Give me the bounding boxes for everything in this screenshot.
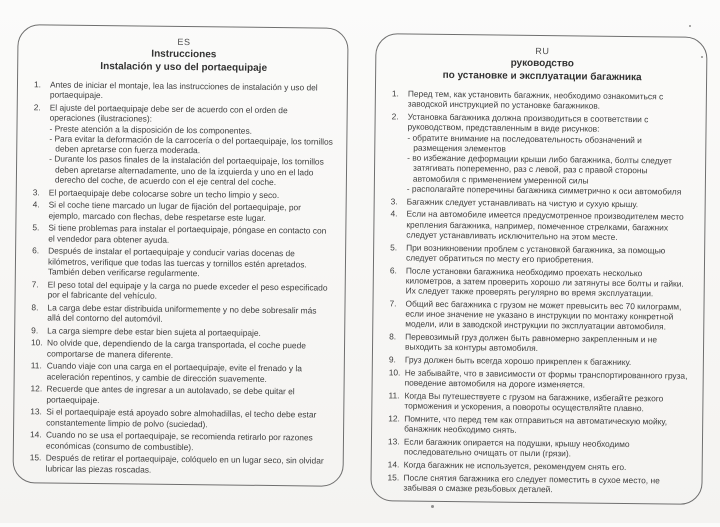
instruction-item: [30, 325, 331, 339]
item-number: 14.: [387, 459, 400, 470]
item-text: Перед тем, как установить багажник, необходимо ознакомиться с заводской инструкцией по установке багажников.: [407, 88, 664, 111]
instruction-item: [31, 223, 332, 247]
language-code-ru: RU: [535, 45, 550, 57]
item-text: Если на автомобиле имеется предусмотренное производителем место крепления багажника, например, помеченное стрелками, багажних следует устанавливать исключительно на этом месте.: [406, 208, 684, 242]
item-subpoint: - обратите внимание на последовательность обозначений и размещения элементов: [407, 132, 642, 154]
page-title-ru-line1: руководство: [510, 57, 574, 70]
item-number: 12.: [30, 383, 43, 394]
item-number: 13.: [30, 406, 42, 417]
item-text: Después de instalar el portaequipaje y conducir varias docenas de kilómetros, verifique que todas las tuercas y tornillos estén apretados. También deben verificarse regularmente.: [47, 245, 307, 278]
page-title-es: [33, 46, 334, 75]
instruction-item: [30, 338, 331, 362]
page-title-ru: [391, 55, 693, 84]
item-text: Recuerde que antes de ingresar a un autolavado, se debe quitar el portaequipaje.: [46, 383, 295, 405]
instruction-item: [387, 390, 689, 414]
item-text: Antes de iniciar el montaje, lea las instrucciones de instalación y uso del portaequipaje.: [49, 79, 318, 101]
page-title-ru-line2: по установке и эксплуатации багажника: [442, 69, 642, 84]
item-text: La carga siempre debe estar bien sujeta al portaequipaje.: [47, 324, 261, 338]
instruction-item: [388, 354, 690, 368]
instruction-list-es: [29, 79, 334, 476]
instruction-item: [33, 79, 334, 103]
instruction-item: [31, 246, 332, 280]
item-text: Cuando no se usa el portaequipaje, se recomienda retirarlo por razones económicas (consumo de combustible).: [45, 429, 313, 452]
item-text: Когда Вы путешествуете с грузом на багажнике, избегайте резкого торможения и ускорения, а повороты осуществляйте плавно.: [404, 390, 664, 414]
item-subpoint: - Durante los pasos finales de la instalación del portaequipaje, los tornillos deben apretarse alternadamente, uno de la izquierda y uno en el lado derecho del coche, de acuerdo con el eje central del coche.: [49, 153, 324, 187]
instructions-page-ru: [370, 33, 707, 505]
item-number: 8.: [389, 331, 397, 342]
page-title-es-line1: Instrucciones: [151, 48, 217, 61]
page-title-es-line2: Instalación y uso del portaequipaje: [100, 61, 268, 74]
instruction-item: [388, 298, 690, 332]
item-number: 4.: [390, 208, 398, 219]
item-text: При возникновении проблем с установкой багажника, за помощью следует обратиться по месту его приобретения.: [405, 242, 666, 265]
instructions-page-es: [12, 24, 348, 487]
item-text: Не забывайте, что в зависимости от формы транспортированного груза, поведение автомобиля на дороге изменяется.: [404, 367, 688, 390]
instruction-item: [388, 331, 690, 355]
scan-speck: [431, 505, 434, 508]
instruction-item: [30, 361, 331, 385]
item-number: 10.: [388, 367, 401, 378]
instruction-item: [386, 472, 688, 496]
item-text: Помните, что перед тем как отправиться на автоматическую мойку, банажник необходимо снять.: [404, 413, 668, 435]
item-text: Общий вес багажника с грузом не может превысить вес 70 килограмм, если иное значение не указано в инструкции по монтажу конкретной модели, или в заводской инструкции по эксплуатации автомобиля.: [405, 298, 682, 332]
item-number: 3.: [32, 186, 40, 197]
item-text: Когда багажник не используется, рекомендуем снять его.: [403, 459, 627, 472]
instruction-item: [29, 430, 330, 454]
item-number: 6.: [389, 264, 397, 275]
item-text: После установки багажника необходимо проехать несколько километров, а затем проверить хорошо ли затянуты все болты и гайки. Их следует также проверять регулярно во время эксплуатации.: [405, 265, 684, 299]
item-number: 4.: [32, 199, 40, 210]
item-number: 8.: [31, 301, 39, 312]
item-number: 2.: [33, 102, 41, 113]
item-number: 9.: [388, 354, 396, 365]
instruction-item: [388, 367, 690, 391]
item-number: 7.: [31, 278, 39, 289]
item-text: El ajuste del portaequipaje debe ser de acuerdo con el orden de operaciones (ilustraciones):: [49, 102, 288, 124]
item-number: 1.: [33, 79, 42, 90]
instruction-item: [390, 196, 692, 210]
item-text: La carga debe estar distribuida uniformemente y no debe sobresalir más allá del contorno del automóvil.: [47, 301, 317, 324]
scan-speck: [689, 25, 691, 27]
item-number: 3.: [390, 195, 398, 206]
instruction-item: [387, 413, 689, 437]
instruction-item: [30, 302, 331, 326]
item-text: El portaequipaje debe colocarse sobre un techo limpio y seco.: [48, 186, 280, 200]
item-text: Si tiene problemas para instalar el portaequipaje, póngase en contacto con el vendedor para obtener ayuda.: [48, 222, 327, 245]
item-number: 14.: [29, 429, 42, 440]
instruction-item: [31, 279, 332, 303]
instruction-item: [31, 200, 332, 224]
item-text: Cuando viaje con una carga en el portaequipaje, evite el frenado y la aceleración repentinos, y cambie de dirección suavemente.: [46, 360, 302, 384]
item-text: Багажник следует устанавливать на чистую и сухую крышу.: [406, 196, 639, 209]
instruction-list-ru: [386, 88, 693, 495]
instruction-item: [389, 265, 691, 299]
instruction-item: [29, 407, 330, 431]
instruction-item: [387, 436, 689, 460]
item-text: No olvide que, dependiendo de la carga transportada, el coche puede comportarse de manera diferente.: [46, 337, 306, 360]
item-number: 15.: [387, 471, 400, 482]
item-subpoint: - во избежание деформации крыши либо багажника, болты следует затягивать попеременно, раз с левой, раз с правой стороны автомобиля с применением умеренной силы: [407, 152, 672, 186]
item-text: Si el coche tiene marcado un lugar de fijación del portaequipaje, por ejemplo, marcado con flechas, debe respetarse este lugar.: [48, 199, 302, 223]
instruction-item: [29, 384, 330, 408]
item-text: El peso total del equipaje y la carga no puede exceder el peso especificado por el fabricante del vehículo.: [47, 278, 328, 301]
scan-speck: [701, 56, 703, 58]
instruction-item: [32, 102, 334, 187]
instruction-item: [389, 209, 691, 243]
instruction-item: [387, 459, 689, 473]
item-number: 5.: [390, 241, 398, 252]
item-number: 11.: [30, 360, 42, 371]
item-number: 9.: [31, 324, 39, 335]
instruction-item: [32, 187, 333, 201]
item-subpoint: - Para evitar la deformación de la carrocería o del portaequipaje, los tornillos deben apretarse con fuerza moderada.: [49, 133, 333, 156]
item-text: Перевозимый груз должен быть равномерно закрепленным и не выходить за контуры автомобиля.: [404, 331, 658, 354]
item-number: 1.: [391, 88, 399, 99]
language-code-es: ES: [177, 36, 191, 48]
item-subpoint: - располагайте поперечины багажника симметрично к оси автомобиля: [406, 183, 682, 197]
item-number: 6.: [32, 245, 40, 256]
instruction-item: [389, 242, 691, 266]
item-text: Груз должен быть всегда хорошо прикреплен к багажнику.: [404, 354, 632, 368]
item-number: 5.: [32, 222, 40, 233]
item-subpoint: - Preste atención a la disposición de los componentes.: [49, 122, 253, 136]
item-text: После снятия багажника его следует поместить в сухое место, не забывая о смазке резьбовых деталей.: [403, 472, 660, 494]
item-number: 12.: [388, 413, 400, 424]
instruction-item: [29, 453, 330, 477]
item-number: 2.: [391, 111, 399, 122]
item-number: 11.: [388, 390, 400, 401]
item-number: 10.: [31, 337, 43, 348]
instruction-item: [391, 88, 693, 112]
item-text: Si el portaequipaje está apoyado sobre almohadillas, el techo debe estar constantemente limpio de polvo (suciedad).: [46, 406, 317, 429]
instruction-item: [390, 111, 693, 196]
item-number: 15.: [29, 452, 42, 463]
item-number: 13.: [387, 436, 400, 447]
item-text: Después de retirar el portaequipaje, colóquelo en un lugar seco, sin olvidar lubricar las piezas roscadas.: [45, 452, 324, 475]
item-text: Если багажник опирается на подушки, крышу необходимо последовательно очищать от пыли (грязи).: [403, 436, 630, 459]
item-text: Установка багажника должна производиться в соответствии с руководством, представленным в виде рисунков:: [407, 111, 649, 134]
item-number: 7.: [389, 298, 397, 309]
